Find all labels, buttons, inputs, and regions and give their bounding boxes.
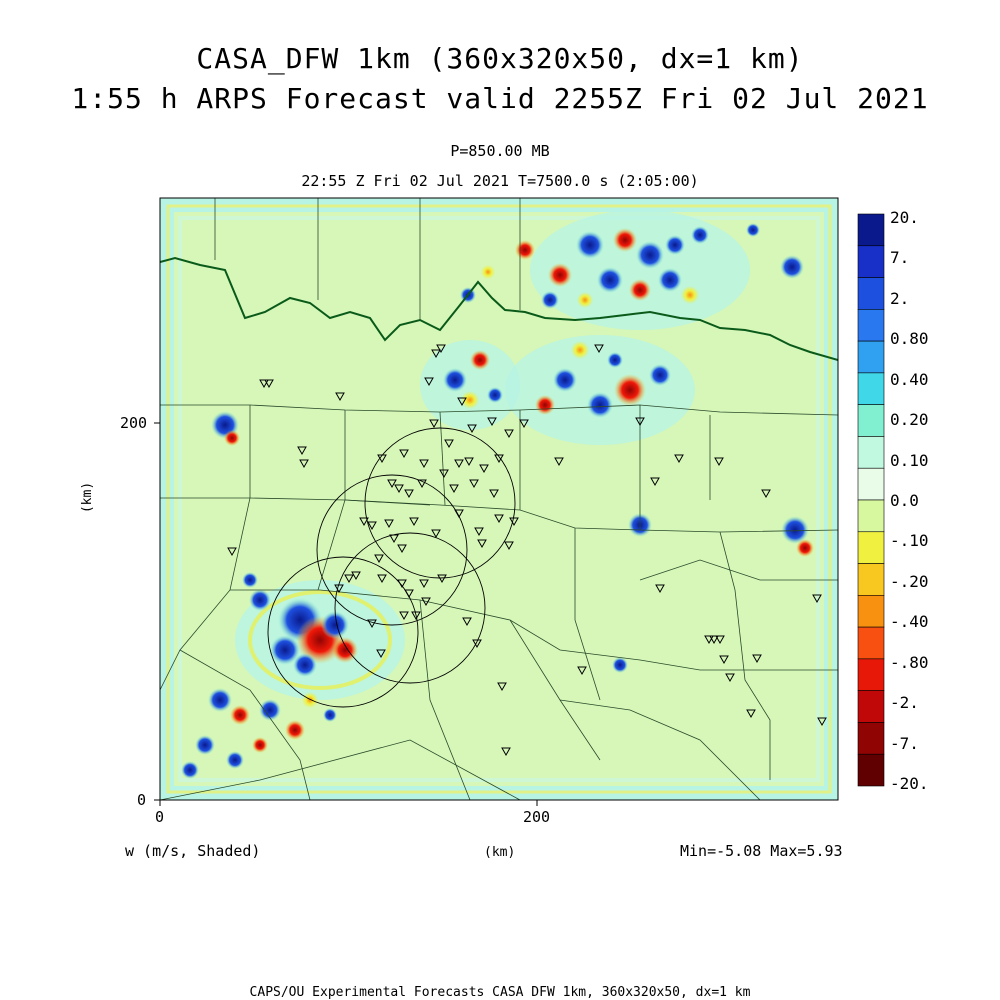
colorbar-swatch (858, 659, 884, 691)
colorbar-swatch (858, 468, 884, 500)
footer-credit: CAPS/OU Experimental Forecasts CASA DFW 1km, 360x320x50, dx=1 km (249, 985, 751, 1000)
colorbar-swatch (858, 627, 884, 659)
colorbar-label: -20. (890, 774, 929, 793)
field-label: w (m/s, Shaded) (125, 842, 261, 860)
colorbar-swatch (858, 373, 884, 405)
colorbar-swatch (858, 722, 884, 754)
x-tick-200: 200 (523, 808, 551, 826)
colorbar-swatch (858, 595, 884, 627)
colorbar-label: 0.10 (890, 450, 929, 470)
colorbar-label: 20. (890, 208, 919, 227)
colorbar-swatch (858, 214, 884, 246)
x-axis-label: (km) (484, 845, 516, 860)
pressure-level: P=850.00 MB (450, 142, 550, 160)
colorbar-label: -.10 (890, 531, 929, 551)
colorbar-label: -.40 (890, 612, 929, 632)
colorbar-swatch (858, 341, 884, 373)
min-max-readout: Min=-5.08 Max=5.93 (680, 842, 843, 860)
colorbar-swatch (858, 436, 884, 468)
colorbar-label: 0.80 (890, 329, 929, 349)
colorbar-label: 0.20 (890, 410, 929, 430)
y-axis-label: (km) (80, 481, 96, 514)
colorbar (858, 214, 884, 786)
title-line-1: CASA_DFW 1km (360x320x50, dx=1 km) (196, 42, 804, 75)
colorbar-label: -2. (890, 693, 919, 713)
colorbar-swatch (858, 691, 884, 723)
colorbar-swatch (858, 405, 884, 437)
y-tick-0: 0 (137, 791, 147, 809)
colorbar-swatch (858, 532, 884, 564)
colorbar-swatch (858, 564, 884, 596)
y-tick-200: 200 (120, 414, 148, 432)
colorbar-label: 2. (890, 288, 910, 308)
colorbar-swatch (858, 309, 884, 341)
colorbar-label: -7. (890, 733, 919, 753)
colorbar-label: 0.40 (890, 369, 929, 389)
colorbar-swatch (858, 500, 884, 532)
colorbar-swatch (858, 754, 884, 786)
colorbar-swatch (858, 278, 884, 310)
colorbar-label: 7. (890, 248, 910, 268)
colorbar-label: -.80 (890, 652, 929, 672)
title-line-2: 1:55 h ARPS Forecast valid 2255Z Fri 02 Jul 2021 (71, 82, 929, 115)
colorbar-swatch (858, 246, 884, 278)
valid-time: 22:55 Z Fri 02 Jul 2021 T=7500.0 s (2:05:00) (301, 172, 699, 190)
colorbar-label: -.20 (890, 571, 929, 591)
x-tick-0: 0 (155, 808, 165, 826)
colorbar-label: 0.0 (890, 491, 919, 510)
